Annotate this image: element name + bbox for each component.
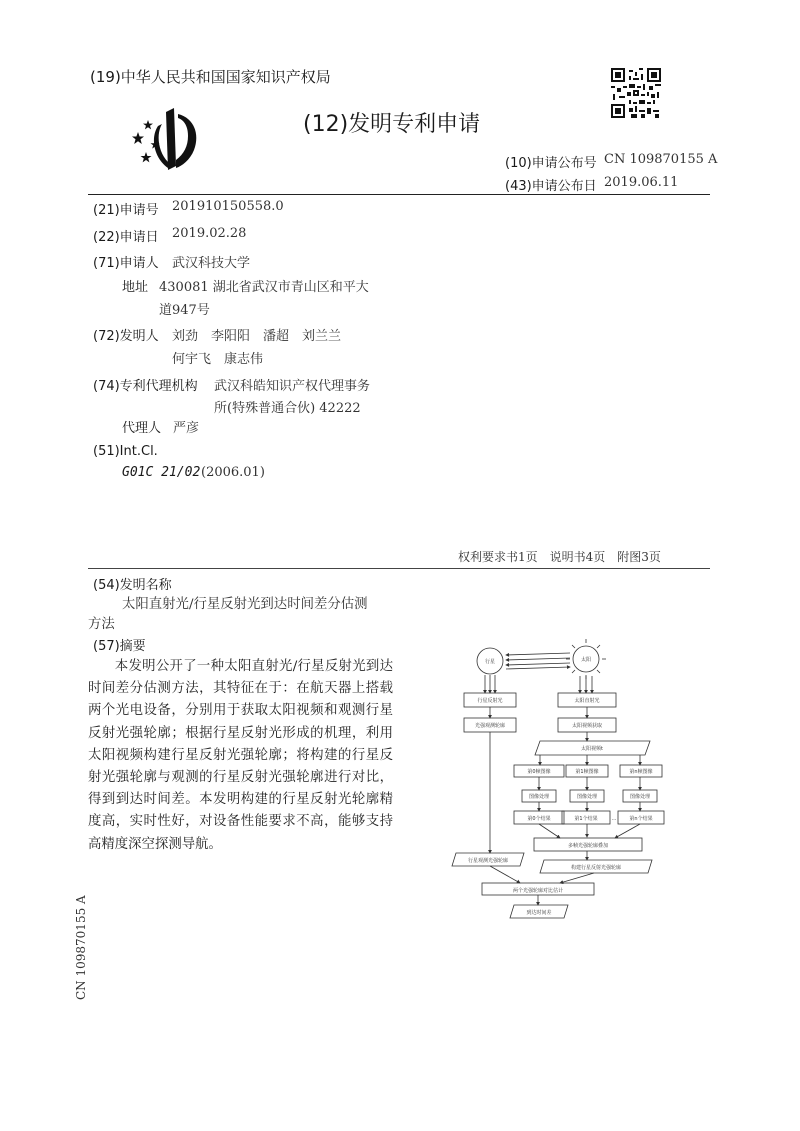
section-rule <box>88 568 710 569</box>
label-seg0: 第0帧图像 <box>527 769 551 775</box>
address-line-2: 道947号 <box>159 303 210 318</box>
agent-label: 代理人 <box>122 421 162 436</box>
label-sn: 第n个结果 <box>629 816 653 822</box>
applicant-value: 武汉科技大学 <box>172 256 251 271</box>
label-constructed: 构建行星反射光强轮廓 <box>570 865 622 871</box>
intcl-label: (51)Int.Cl. <box>93 444 158 459</box>
abstract-label: (57)摘要 <box>93 639 146 654</box>
invention-title-label: (54)发明名称 <box>93 578 172 593</box>
label-s1: 第1个结果 <box>574 816 598 822</box>
label-result: 到达时间差 <box>526 910 552 916</box>
document-type-title: (12)发明专利申请 <box>303 112 481 137</box>
label-segn: 第n帧图像 <box>629 769 653 775</box>
application-date-value: 2019.02.28 <box>172 226 247 241</box>
label-planet: 行星 <box>484 659 496 665</box>
label-dots: … <box>611 816 617 822</box>
qr-code-icon <box>611 68 661 118</box>
label-left-sensor: 行星反射光 <box>477 698 503 704</box>
address-label: 地址 <box>122 280 149 295</box>
label-compare: 两个光强轮廓对比估计 <box>512 888 564 894</box>
patent-office-logo-icon <box>128 104 208 176</box>
label-sum: 多帧光强轮廓叠加 <box>567 843 609 849</box>
label-video-t: 太阳视频t <box>581 746 603 752</box>
inventors-line-2: 何宇飞 康志伟 <box>172 352 264 367</box>
office-name: (19)中华人民共和国国家知识产权局 <box>90 68 331 86</box>
abstract-flowchart <box>440 633 702 923</box>
label-s0: 第0个结果 <box>527 816 551 822</box>
application-number-value: 201910150558.0 <box>172 199 284 214</box>
abstract-text: 本发明公开了一种太阳直射光/行星反射光到达时间差分估测方法，其特征在于：在航天器上搭载两个光电设备，分别用于获取太阳视频和观测行星反射光强轮廓；根据行星反射光形成的机理，利用太阳视频构建行星反射光强轮廓；将构建的行星反射光强轮廓与观测的行星反射光强轮廓进行对比，得到到达时间差。本发明构建的行星反射光轮廓精度高，实时性好，对设备性能要求不高，能够支持高精度深空探测导航。 <box>88 659 393 852</box>
invention-title-line-1: 太阳直射光/行星反射光到达时间差分估测 <box>122 597 368 612</box>
invention-title-line-2: 方法 <box>88 617 115 632</box>
publication-date-value: 2019.06.11 <box>604 175 679 190</box>
application-number-label: (21)申请号 <box>93 203 159 218</box>
label-left-profile: 光强观测轮廓 <box>474 723 506 729</box>
publication-number-label: (10)申请公布号 <box>505 156 597 171</box>
label-observed: 行星观测光强轮廓 <box>467 858 509 864</box>
header-rule <box>88 194 710 195</box>
agency-label: (74)专利代理机构 <box>93 379 198 394</box>
label-right-video: 太阳视频获取 <box>571 723 603 729</box>
publication-number-value: CN 109870155 A <box>604 152 718 167</box>
label-sun: 太阳 <box>580 657 592 663</box>
agency-line-2: 所(特殊普通合伙) 42222 <box>214 401 361 416</box>
label-seg1: 第1帧图像 <box>575 769 599 775</box>
applicant-label: (71)申请人 <box>93 256 159 271</box>
label-right-sensor: 太阳直射光 <box>574 698 600 704</box>
inventors-label: (72)发明人 <box>93 329 159 344</box>
intcl-code: G01C 21/02 <box>122 465 201 480</box>
page-counts: 权利要求书1页 说明书4页 附图3页 <box>458 550 661 564</box>
label-g0: 图像处理 <box>528 794 550 800</box>
label-g1: 图像处理 <box>576 794 598 800</box>
address-line-1: 430081 湖北省武汉市青山区和平大 <box>159 280 369 295</box>
intcl-version: (2006.01) <box>201 465 265 480</box>
publication-date-label: (43)申请公布日 <box>505 179 597 194</box>
agent-value: 严彦 <box>173 421 200 436</box>
agency-line-1: 武汉科皓知识产权代理事务 <box>214 379 371 394</box>
label-gn: 图像处理 <box>629 794 651 800</box>
inventors-line-1: 刘劲 李阳阳 潘超 刘兰兰 <box>172 329 342 344</box>
application-date-label: (22)申请日 <box>93 230 159 245</box>
side-publication-number: CN 109870155 A <box>74 895 88 1000</box>
